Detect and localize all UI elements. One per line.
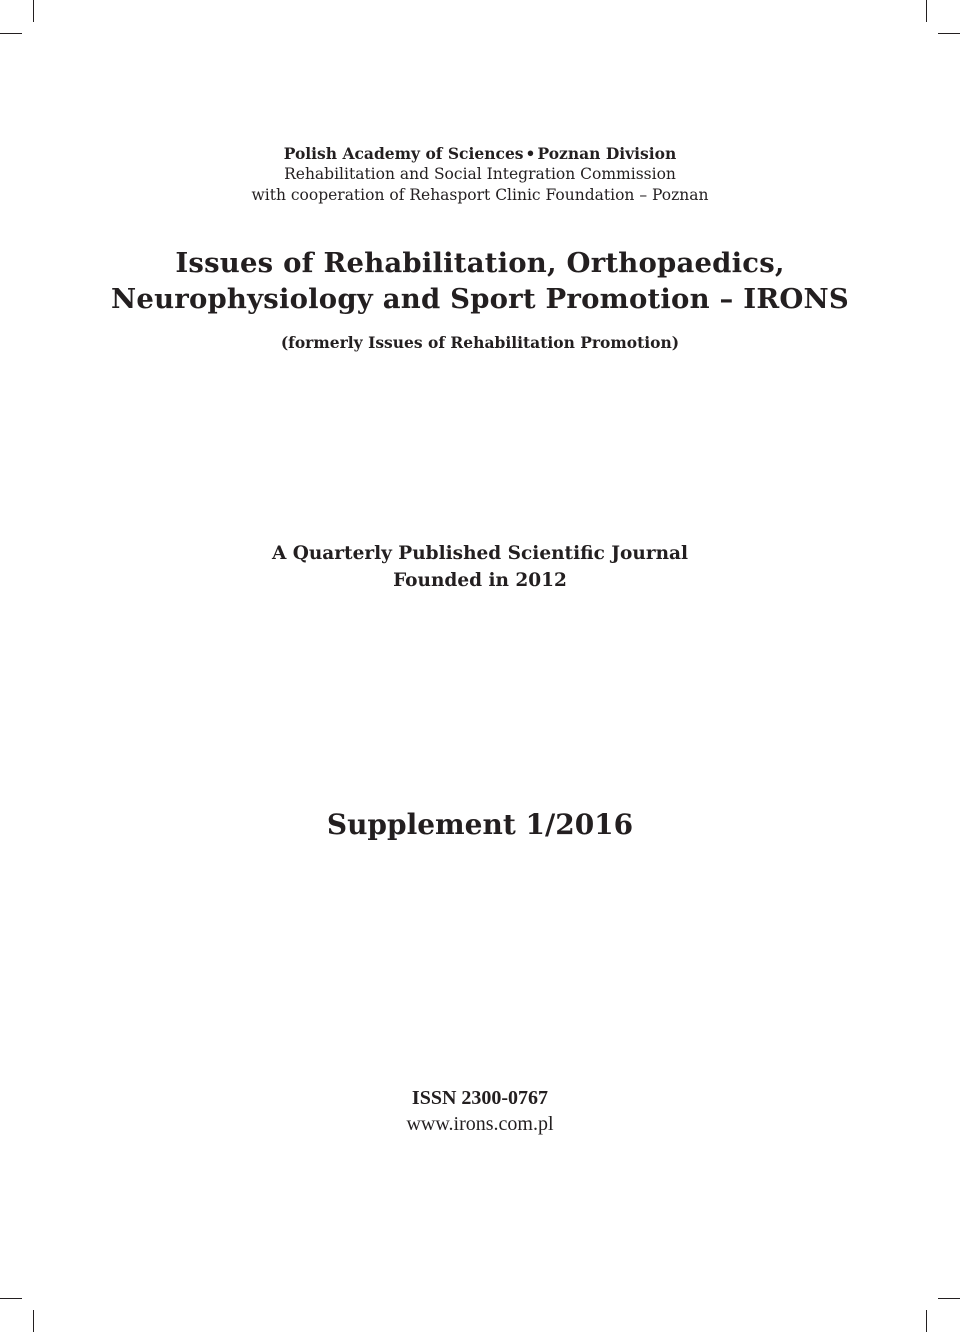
journal-frequency: A Quarterly Published Scientific Journal: [271, 543, 689, 564]
supplement-number: Supplement 1/2016: [326, 808, 634, 841]
crop-mark-bottom-right-horizontal: [938, 1298, 960, 1299]
founded-year: Founded in 2012: [393, 570, 567, 591]
organization-line-1: [0, 143, 960, 164]
organization-block: [0, 143, 960, 206]
journal-title: [0, 245, 960, 317]
footer-block: [0, 1085, 960, 1137]
crop-mark-bottom-right-vertical: [926, 1310, 927, 1332]
formerly-title: (formerly Issues of Rehabilitation Promotion): [280, 333, 680, 352]
issn-number: ISSN 2300-0767: [411, 1087, 549, 1109]
commission-name: Rehabilitation and Social Integration Commission: [284, 165, 676, 183]
crop-mark-bottom-left-vertical: [33, 1310, 34, 1332]
academy-name: Polish Academy of Sciences: [283, 144, 524, 163]
journal-title-line-1: Issues of Rehabilitation, Orthopaedics,: [175, 247, 785, 279]
journal-description: [0, 540, 960, 594]
journal-title-line-2: Neurophysiology and Sport Promotion – IRONS: [111, 283, 849, 315]
cooperation-line: with cooperation of Rehasport Clinic Foundation – Poznan: [251, 186, 709, 204]
crop-mark-top-right-vertical: [926, 0, 927, 22]
website-url: www.irons.com.pl: [406, 1113, 554, 1135]
division-name: Poznan Division: [537, 144, 677, 163]
crop-mark-top-left-horizontal: [0, 33, 22, 34]
separator-dot: •: [525, 144, 536, 163]
crop-mark-bottom-left-horizontal: [0, 1298, 22, 1299]
crop-mark-top-right-horizontal: [938, 33, 960, 34]
crop-mark-top-left-vertical: [33, 0, 34, 22]
